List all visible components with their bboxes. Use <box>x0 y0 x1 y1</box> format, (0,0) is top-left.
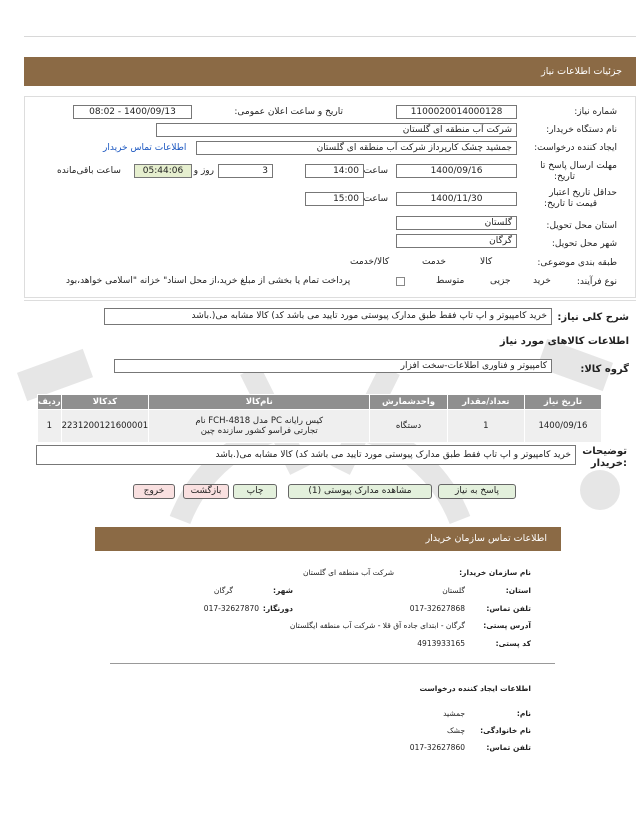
contact-address: گرگان - ابتدای جاده آق قلا - شرکت آب منطقه ایگلستان <box>289 621 465 630</box>
province-field: گلستان <box>396 216 517 230</box>
buyer-field: شرکت آب منطقه ای گلستان <box>156 123 517 137</box>
creator-phone: 017-32627860 <box>409 743 465 752</box>
contact-phone: 017-32627868 <box>409 604 465 613</box>
days-field: 3 <box>218 164 273 178</box>
buyer-notes-label-2: :خریدار <box>590 458 627 469</box>
col-qty: تعداد/مقدار <box>447 395 524 410</box>
category-goods-service-label: کالا/خدمت <box>350 257 390 267</box>
creator-first-name-label: نام: <box>516 709 531 718</box>
col-code: کدکالا <box>61 395 149 410</box>
org-name: شرکت آب منطقه ای گلستان <box>302 568 394 577</box>
remaining-time-field: 05:44:06 <box>134 164 192 178</box>
buyer-notes-label: توضیحات <box>582 446 627 457</box>
creator-phone-label: تلفن تماس: <box>486 743 531 752</box>
province-label: استان محل تحویل: <box>546 221 617 231</box>
validity-date-field: 1400/11/30 <box>396 192 517 206</box>
buyer-contact-link[interactable]: اطلاعات تماس خریدار <box>103 143 187 153</box>
contact-province-label: استان: <box>505 586 531 595</box>
deadline-label-2: تاریخ: <box>554 172 575 182</box>
top-divider <box>24 36 636 37</box>
city-label: شهر محل تحویل: <box>551 239 617 249</box>
col-unit: واحدشمارش <box>370 395 447 410</box>
cell-name-line2: تجارتی فراسو کشور سازنده چین <box>200 426 318 436</box>
goods-section-title: اطلاعات کالاهای مورد نیاز <box>499 336 629 347</box>
category-service-label: خدمت <box>422 257 446 267</box>
contact-title: اطلاعات تماس سازمان خریدار <box>425 533 547 544</box>
creator-label: ایجاد کننده درخواست: <box>534 143 617 153</box>
validity-time-field: 15:00 <box>305 192 364 206</box>
contact-city: گرگان <box>213 586 233 595</box>
category-goods-label: کالا <box>480 257 493 267</box>
contact-divider <box>110 663 555 664</box>
deadline-date-field: 1400/09/16 <box>396 164 517 178</box>
creator-info-title: اطلاعات ایجاد کننده درخواست <box>419 684 531 693</box>
city-field: گرگان <box>396 234 517 248</box>
reply-button[interactable]: پاسخ به نیاز <box>438 484 516 499</box>
contact-postal: 4913933165 <box>417 639 465 648</box>
category-label: طبقه بندی موضوعی: <box>537 258 617 268</box>
cell-date: 1400/09/16 <box>524 410 601 443</box>
col-name: نام‌کالا <box>149 395 370 410</box>
validity-time-label: ساعت <box>363 194 388 204</box>
cell-row: 1 <box>38 410 62 443</box>
process-buy-label: خرید <box>533 276 551 286</box>
col-date: تاریخ نیاز <box>524 395 601 410</box>
treasury-payment-checkbox[interactable] <box>396 277 405 286</box>
print-button[interactable]: چاپ <box>233 484 277 499</box>
process-medium-label: متوسط <box>436 276 465 286</box>
announce-label: تاریخ و ساعت اعلان عمومی: <box>234 107 343 117</box>
deadline-time-label: ساعت <box>363 166 388 176</box>
contact-phone-label: تلفن تماس: <box>486 604 531 613</box>
payment-note: پرداخت تمام یا بخشی از مبلغ خرید،از محل اسناد" خزانه "اسلامی خواهد،بود <box>66 276 351 286</box>
exit-button[interactable]: خروج <box>133 484 175 499</box>
cell-unit: دستگاه <box>370 410 447 443</box>
org-name-label: نام سازمان خریدار: <box>459 568 531 577</box>
cell-name <box>149 410 370 443</box>
contact-address-label: آدرس پستی: <box>483 621 531 630</box>
days-label: روز و <box>193 166 214 176</box>
validity-label: حداقل تاریخ اعتبار <box>549 188 617 198</box>
back-button[interactable]: بازگشت <box>183 484 229 499</box>
deadline-label: مهلت ارسال پاسخ تا <box>540 161 617 171</box>
description-field: خرید کامپیوتر و اپ تاپ فقط طبق مدارک پیوستی مورد تایید می باشد کد) کالا مشابه می(.باشد <box>104 308 552 325</box>
goods-group-label: گروه کالا: <box>580 364 629 375</box>
remaining-label: ساعت باقی‌مانده <box>57 166 121 176</box>
creator-last-name: چشک <box>446 726 465 735</box>
validity-label-2: قیمت تا تاریخ: <box>544 199 597 209</box>
creator-first-name: جمشید <box>443 709 465 718</box>
contact-city-label: شهر: <box>273 586 293 595</box>
need-number-field: 1100020014000128 <box>396 105 517 119</box>
page-title: جزئیات اطلاعات نیاز <box>541 66 622 77</box>
attachments-button[interactable]: مشاهده مدارک پیوستی (1) <box>288 484 432 499</box>
deadline-time-field: 14:00 <box>305 164 364 178</box>
contact-postal-label: کد پستی: <box>495 639 531 648</box>
process-partial-label: جزیی <box>490 276 511 286</box>
need-number-label: شماره نیاز: <box>574 107 617 117</box>
contact-fax-label: دورنگار: <box>262 604 293 613</box>
goods-table <box>37 394 602 443</box>
page-header <box>24 57 636 86</box>
process-label: نوع فرآیند: <box>576 277 617 287</box>
cell-name-line1: کیس رایانه PC مدل FCH-4818 نام <box>195 416 324 426</box>
announce-field: 1400/09/13 - 08:02 <box>73 105 192 119</box>
table-row <box>38 410 602 443</box>
creator-field: جمشید چشک کارپرداز شرکت آب منطقه ای گلستان <box>196 141 517 155</box>
contact-header <box>95 527 561 551</box>
description-label: شرح کلی نیاز: <box>557 312 629 323</box>
col-row: ردیف <box>38 395 62 410</box>
cell-code: 2231200121600001 <box>61 410 149 443</box>
contact-province: گلستان <box>442 586 465 595</box>
goods-group-field: کامپیوتر و فناوری اطلاعات-سخت افزار <box>114 359 552 373</box>
creator-last-name-label: نام خانوادگی: <box>480 726 531 735</box>
divider <box>24 300 636 301</box>
buyer-label: نام دستگاه خریدار: <box>546 125 617 135</box>
table-header-row <box>38 395 602 410</box>
contact-fax: 017-32627870 <box>203 604 259 613</box>
buyer-notes-field: خرید کامپیوتر و اپ تاپ فقط طبق مدارک پیوستی مورد تایید می باشد کد) کالا مشابه می(.باشد <box>36 445 576 465</box>
cell-qty: 1 <box>447 410 524 443</box>
